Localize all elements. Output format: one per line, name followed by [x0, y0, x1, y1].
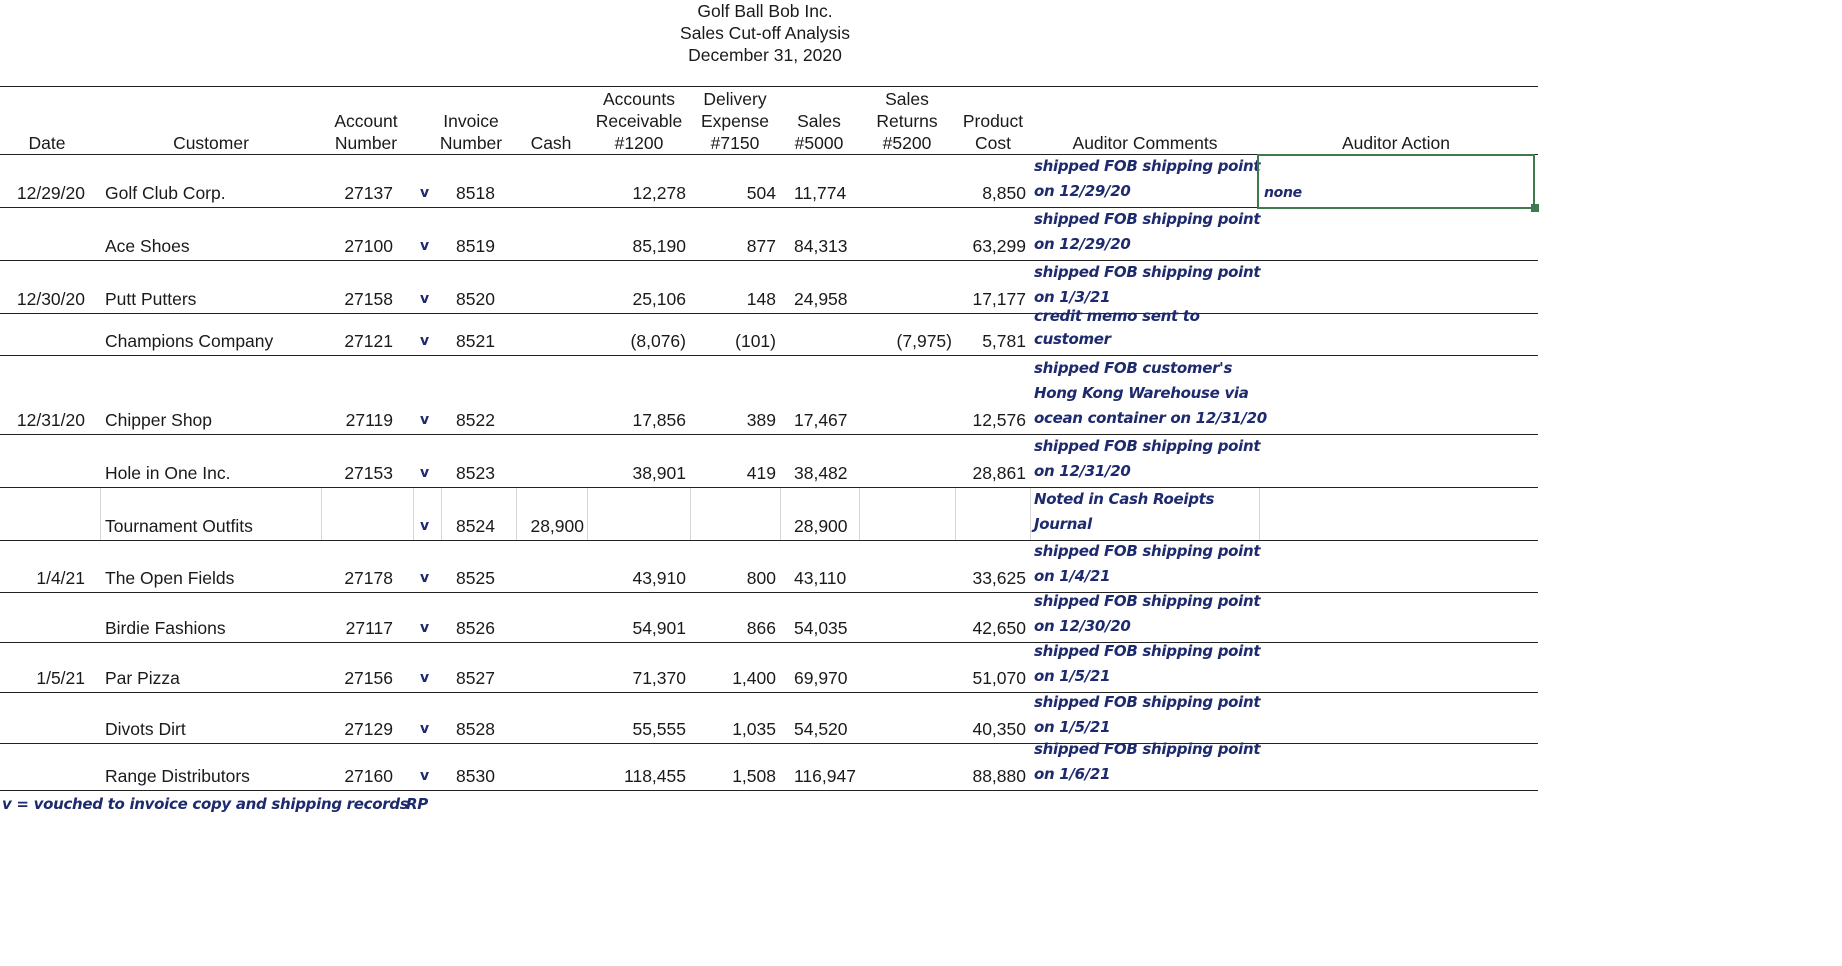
cell-cash: 28,900: [530, 516, 584, 536]
table-row: [0, 356, 1538, 435]
cell-ar: (8,076): [630, 331, 686, 351]
cell-delivery: 419: [746, 463, 776, 483]
top-rule: [0, 86, 1538, 87]
auditor-comment: on 12/29/20: [1034, 235, 1131, 253]
cell-gridline: [516, 488, 517, 541]
header-ar: Accounts: [603, 89, 675, 109]
cell-invoice: 8523: [456, 463, 495, 483]
vouched-check-mark: v: [420, 570, 430, 586]
table-row: [0, 261, 1538, 314]
cell-delivery: 866: [746, 618, 776, 638]
cell-customer: The Open Fields: [105, 568, 235, 588]
header-cost: Cost: [975, 133, 1011, 153]
vouched-check-mark: v: [420, 670, 430, 686]
vouched-check-mark: v: [420, 185, 430, 201]
report-date: December 31, 2020: [688, 45, 842, 65]
cell-invoice: 8526: [456, 618, 495, 638]
cell-delivery: 389: [746, 410, 776, 430]
cell-invoice: 8524: [456, 516, 495, 536]
auditor-comment: shipped FOB shipping point: [1034, 437, 1261, 455]
cell-account: 27119: [345, 410, 393, 430]
cell-account: 27160: [344, 766, 393, 786]
vouched-check-mark: v: [420, 465, 430, 481]
vouched-check-mark: v: [420, 518, 430, 534]
cell-invoice: 8525: [456, 568, 495, 588]
cell-invoice: 8522: [456, 410, 495, 430]
auditor-comment: Journal: [1034, 515, 1092, 533]
cell-sales: 17,467: [794, 410, 848, 430]
cell-cost: 63,299: [972, 236, 1026, 256]
cell-ar: 85,190: [632, 236, 686, 256]
auditor-comment: Hong Kong Warehouse via: [1034, 384, 1249, 402]
cell-cost: 28,861: [972, 463, 1026, 483]
cell-cost: 12,576: [972, 410, 1026, 430]
cell-gridline: [955, 488, 956, 541]
auditor-comment: customer: [1034, 330, 1111, 348]
cell-sales: 84,313: [794, 236, 848, 256]
cell-customer: Hole in One Inc.: [105, 463, 231, 483]
cell-account: 27153: [344, 463, 393, 483]
header-ar: #1200: [614, 133, 664, 153]
cell-gridline: [321, 488, 322, 541]
cell-date: 12/29/20: [16, 183, 85, 203]
cell-sales: 54,520: [794, 719, 848, 739]
header-cost: Product: [962, 111, 1024, 131]
row-rule: [0, 790, 1538, 791]
cell-gridline: [1030, 488, 1031, 541]
cell-cost: 33,625: [972, 568, 1026, 588]
cell-ar: 118,455: [624, 766, 686, 786]
cell-gridline: [859, 488, 860, 541]
cell-sales: 116,947: [794, 766, 856, 786]
cell-date: 12/30/20: [16, 289, 85, 309]
auditor-comment: shipped FOB shipping point: [1034, 210, 1261, 228]
cell-date: 12/31/20: [16, 410, 85, 430]
auditor-comment: on 12/31/20: [1034, 462, 1131, 480]
header-invoice: Number: [439, 133, 503, 153]
cell-sales: 11,774: [794, 183, 847, 203]
cell-cost: 8,850: [982, 183, 1026, 203]
cell-date: 1/5/21: [36, 668, 85, 688]
auditor-comment: on 1/5/21: [1034, 667, 1111, 685]
cell-sales: 43,110: [794, 568, 847, 588]
table-row: [0, 488, 1538, 541]
cell-ar: 43,910: [632, 568, 686, 588]
cell-customer: Birdie Fashions: [105, 618, 226, 638]
cell-customer: Champions Company: [105, 331, 274, 351]
auditor-comment: ocean container on 12/31/20: [1034, 409, 1267, 427]
auditor-comment: shipped FOB shipping point: [1034, 740, 1261, 758]
cell-account: 27156: [344, 668, 393, 688]
cell-account: 27117: [345, 618, 393, 638]
auditor-comment: credit memo sent to: [1034, 307, 1200, 325]
cell-account: 27137: [344, 183, 393, 203]
auditor-comment: on 12/29/20: [1034, 182, 1131, 200]
cell-customer: Chipper Shop: [105, 410, 213, 430]
cell-cost: 51,070: [972, 668, 1026, 688]
legend-text: v = vouched to invoice copy and shipping records: [2, 795, 409, 813]
header-cash: Cash: [530, 133, 572, 153]
header-account: Account: [334, 111, 398, 131]
report-name: Sales Cut-off Analysis: [680, 23, 850, 43]
cell-invoice: 8521: [456, 331, 495, 351]
cell-gridline: [780, 488, 781, 541]
auditor-comment: on 1/4/21: [1034, 567, 1111, 585]
auditor-comment: shipped FOB customer's: [1034, 359, 1233, 377]
header-sales: #5000: [794, 133, 844, 153]
cell-ar: 17,856: [632, 410, 686, 430]
auditor-comment: on 1/3/21: [1034, 288, 1111, 306]
cell-sales: 69,970: [794, 668, 848, 688]
cell-customer: Par Pizza: [105, 668, 180, 688]
table-row: [0, 435, 1538, 488]
vouched-check-mark: v: [420, 238, 430, 254]
cell-account: 27129: [344, 719, 393, 739]
cell-customer: Putt Putters: [105, 289, 197, 309]
header-returns: Sales: [885, 89, 929, 109]
cell-account: 27178: [344, 568, 393, 588]
cell-ar: 38,901: [632, 463, 686, 483]
company-name: Golf Ball Bob Inc.: [697, 1, 833, 21]
cell-delivery: 148: [746, 289, 776, 309]
cell-ar: 54,901: [632, 618, 686, 638]
cell-customer: Ace Shoes: [105, 236, 190, 256]
cell-invoice: 8519: [456, 236, 495, 256]
cell-invoice: 8518: [456, 183, 495, 203]
table-row: [0, 643, 1538, 693]
table-row: [0, 693, 1538, 744]
vouched-check-mark: v: [420, 291, 430, 307]
auditor-comment: Noted in Cash Roeipts: [1034, 490, 1215, 508]
cell-customer: Divots Dirt: [105, 719, 186, 739]
cell-customer: Tournament Outfits: [105, 516, 253, 536]
cell-account: 27158: [344, 289, 393, 309]
table-row: [0, 593, 1538, 643]
cell-returns: (7,975): [896, 331, 952, 351]
cell-gridline: [100, 488, 101, 541]
header-returns: #5200: [882, 133, 932, 153]
fill-handle[interactable]: [1531, 204, 1539, 212]
header-sales: Sales: [797, 111, 841, 131]
cell-customer: Range Distributors: [105, 766, 250, 786]
auditor-comment: shipped FOB shipping point: [1034, 263, 1261, 281]
vouched-check-mark: v: [420, 721, 430, 737]
cell-cost: 40,350: [972, 719, 1026, 739]
cell-cost: 42,650: [972, 618, 1026, 638]
vouched-check-mark: v: [420, 620, 430, 636]
cell-cost: 88,880: [972, 766, 1026, 786]
cell-gridline: [690, 488, 691, 541]
cell-date: 1/4/21: [36, 568, 85, 588]
table-row: [0, 307, 1538, 356]
cell-ar: 71,370: [632, 668, 686, 688]
header-customer: Customer: [173, 133, 249, 153]
header-action: Auditor Action: [1342, 133, 1450, 153]
cell-gridline: [587, 488, 588, 541]
cell-invoice: 8530: [456, 766, 495, 786]
header-account: Number: [334, 133, 398, 153]
cell-ar: 25,106: [632, 289, 686, 309]
cell-sales: 24,958: [794, 289, 848, 309]
cell-delivery: 877: [746, 236, 776, 256]
cell-cost: 17,177: [972, 289, 1026, 309]
cell-gridline: [441, 488, 442, 541]
table-row: [0, 541, 1538, 593]
cell-ar: 12,278: [632, 183, 686, 203]
cell-invoice: 8527: [456, 668, 495, 688]
auditor-comment: shipped FOB shipping point: [1034, 157, 1261, 175]
legend-initials: RP: [406, 795, 428, 813]
cell-gridline: [413, 488, 414, 541]
cell-invoice: 8528: [456, 719, 495, 739]
header-invoice: Invoice: [443, 111, 499, 131]
cell-delivery: 800: [746, 568, 776, 588]
cell-account: 27100: [344, 236, 393, 256]
cell-customer: Golf Club Corp.: [105, 183, 226, 203]
header-delivery: Expense: [700, 111, 770, 131]
cell-invoice: 8520: [456, 289, 495, 309]
report-title-block: [0, 0, 1530, 66]
auditor-comment: on 1/5/21: [1034, 718, 1111, 736]
cell-delivery: 1,400: [732, 668, 776, 688]
table-row: [0, 740, 1538, 791]
cell-gridline: [1259, 488, 1260, 541]
cell-sales: 54,035: [794, 618, 848, 638]
header-date: Date: [28, 133, 66, 153]
vouched-check-mark: v: [420, 768, 430, 784]
cell-delivery: 1,035: [732, 719, 776, 739]
vouched-check-mark: v: [420, 412, 430, 428]
auditor-action[interactable]: none: [1264, 185, 1302, 201]
cell-sales: 38,482: [794, 463, 848, 483]
cell-delivery: (101): [735, 331, 776, 351]
header-delivery: #7150: [710, 133, 760, 153]
vouched-check-mark: v: [420, 333, 430, 349]
header-returns: Returns: [876, 111, 938, 131]
auditor-comment: shipped FOB shipping point: [1034, 542, 1261, 560]
header-delivery: Delivery: [703, 89, 767, 109]
header-ar: Receivable: [595, 111, 683, 131]
auditor-comment: shipped FOB shipping point: [1034, 642, 1261, 660]
cell-sales: 28,900: [794, 516, 848, 536]
header-comments: Auditor Comments: [1072, 133, 1218, 153]
cell-delivery: 504: [746, 183, 776, 203]
table-row: [0, 208, 1538, 261]
cell-delivery: 1,508: [732, 766, 776, 786]
auditor-comment: shipped FOB shipping point: [1034, 592, 1261, 610]
cell-ar: 55,555: [632, 719, 686, 739]
cell-account: 27121: [344, 331, 393, 351]
cell-cost: 5,781: [982, 331, 1026, 351]
auditor-comment: shipped FOB shipping point: [1034, 693, 1261, 711]
auditor-comment: on 12/30/20: [1034, 617, 1131, 635]
auditor-comment: on 1/6/21: [1034, 765, 1111, 783]
selected-cell-auditor-action[interactable]: [1257, 154, 1535, 209]
